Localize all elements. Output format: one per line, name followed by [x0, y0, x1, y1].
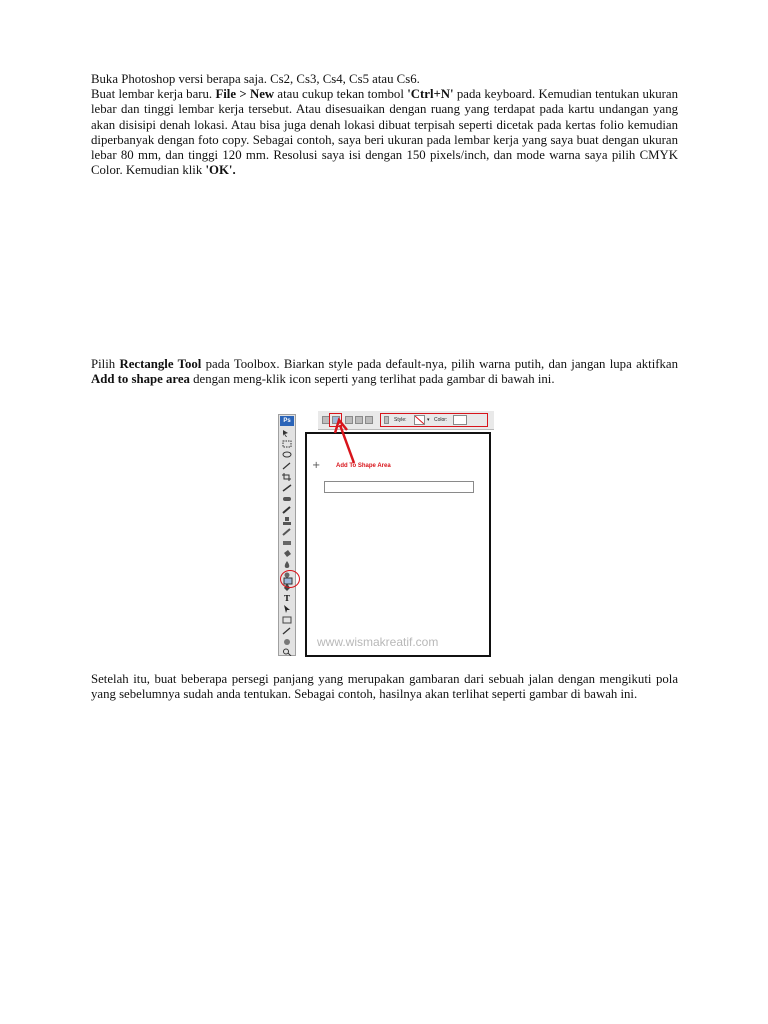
zoom-icon — [282, 648, 292, 656]
slice-icon — [282, 484, 292, 492]
hand-icon — [282, 638, 292, 646]
style-label: Style: — [394, 417, 407, 423]
ok-label: 'OK'. — [205, 163, 236, 178]
add-to-shape-area-callout: Add To Shape Area — [336, 463, 391, 469]
eyedropper-icon — [282, 627, 292, 635]
photoshop-screenshot-figure — [276, 411, 494, 659]
paragraph-result: Setelah itu, buat beberapa persegi panjang yang merupakan gambaran dari sebuah jalan dengan mengikuti pola yang sebelumnya sudah anda tentukan. Sebagai contoh, hasilnya akan terlihat seperti gambar di bawah ini. — [91, 672, 678, 702]
eraser-icon — [282, 539, 292, 547]
svg-text:T: T — [284, 594, 290, 602]
style-dropdown-icon[interactable]: ▾ — [427, 417, 430, 423]
add-to-shape-area-label: Add to shape area — [91, 372, 190, 387]
paragraph-rectangle-tool — [91, 357, 678, 387]
color-label: Color: — [434, 417, 448, 423]
rectangle-tool-label: Rectangle Tool — [119, 357, 202, 371]
paragraph-intro — [91, 72, 678, 178]
intro-text-3: pada keyboard. Kemudian tentukan ukuran lebar dan tinggi lembar kerja tersebut. Atau disesuaikan dengan ruang yang terdapat pada kartu undangan yang akan disisipi denah lokasi. Atau bisa juga denah lokasi dibuat terpisah seperti dicetak pada kertas folio kemudian diperbanyak dengan foto copy. Sebagai contoh, saya beri ukuran pada lembar kerja yang saya buat dengan ukuran lebar 80 mm, dan tinggi 120 mm. Resolusi saya isi dengan 150 pixels/inch, dan mode warna saya pilih CMYK Color. Kemudian klik — [91, 87, 678, 178]
healing-icon — [282, 495, 292, 503]
notes-icon — [282, 616, 292, 624]
blur-icon — [282, 561, 292, 569]
type-icon — [282, 594, 292, 602]
stamp-icon — [282, 517, 292, 525]
red-arrow-icon — [276, 411, 494, 481]
p2-text-2: pada Toolbox. Biarkan style pada default-nya, pilih warna putih, dan jangan lupa aktifkan — [201, 357, 678, 371]
watermark-text: www.wismakreatif.com — [317, 635, 439, 649]
brush-icon — [282, 506, 292, 514]
paint-bucket-icon — [282, 550, 292, 558]
intro-text-2: atau cukup tekan tombol — [274, 87, 408, 102]
intro-line-1: Buka Photoshop versi berapa saja. Cs2, Cs3, Cs4, Cs5 atau Cs6. — [91, 72, 420, 86]
shortcut-ctrl-n: 'Ctrl+N' — [407, 87, 454, 102]
p2-text-1: Pilih — [91, 357, 120, 371]
history-brush-icon — [282, 528, 292, 536]
drawn-rectangle-shape — [324, 481, 474, 493]
path-selection-icon — [282, 605, 292, 613]
photoshop-logo: Ps — [280, 416, 294, 426]
menu-path-file-new: File > New — [215, 87, 275, 102]
intro-text-1: Buat lembar kerja baru. — [91, 87, 216, 102]
crosshair-cursor-icon: + — [312, 460, 321, 471]
p2-text-3: dengan meng-klik icon seperti yang terlihat pada gambar di bawah ini. — [189, 372, 555, 387]
rectangle-tool-highlight — [280, 570, 300, 588]
